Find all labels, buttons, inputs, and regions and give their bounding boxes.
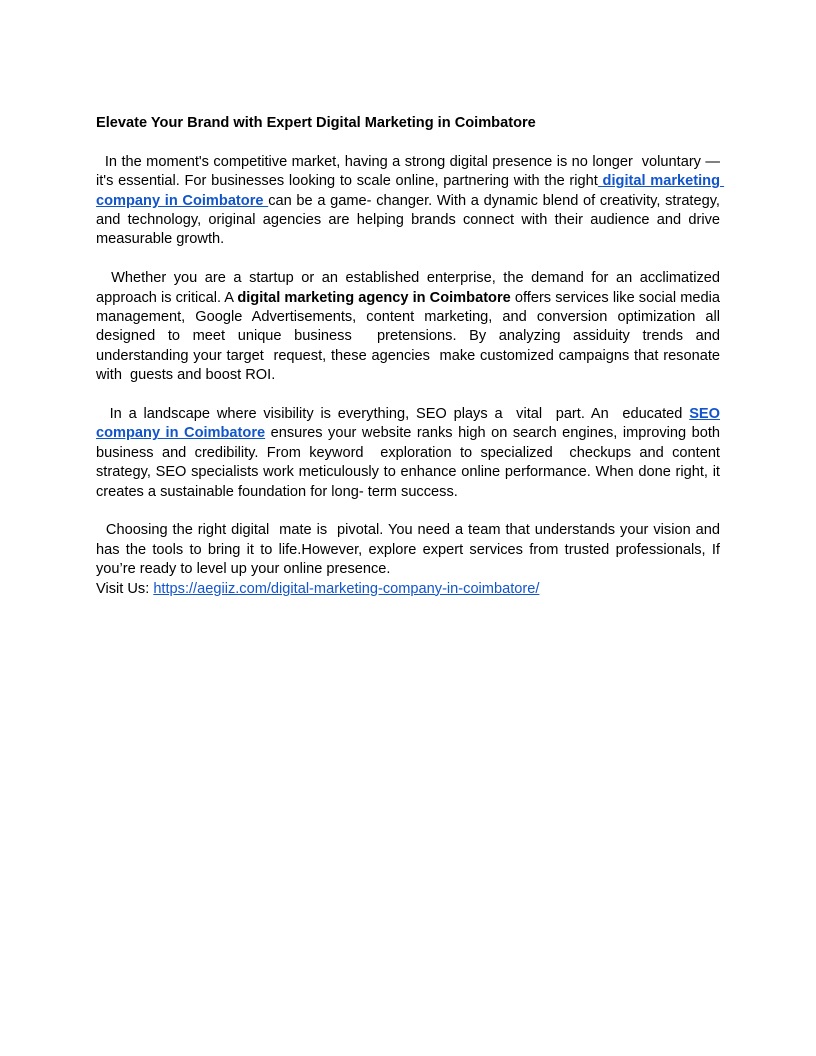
blank-line (96, 133, 720, 152)
paragraph-intro-lead: In the moment's competitive market, having a strong digital presence is no longer voluntary — it's essential. For businesses looking to scale online, partnering with the right (96, 153, 725, 190)
digital-marketing-company-link[interactable]: digital marketing company in Coimbatore (96, 173, 725, 209)
document-page (96, 114, 725, 599)
visit-url-link[interactable]: https://aegiiz.com/digital-marketing-company-in-coimbatore/ (153, 580, 540, 597)
blank-line (96, 250, 720, 269)
paragraph-seo-tail: ensures your website ranks high on search engines, improving both business and credibility. From keyword exploration to specialized checkups and content strategy, SEO specialists work meticulously to enhance online performance. When done right, it creates a sustainable foundation for long- term success. (96, 425, 725, 500)
paragraph-seo (96, 405, 725, 502)
visit-label: Visit Us: (96, 580, 154, 597)
blank-line (96, 386, 720, 405)
paragraph-closing (96, 521, 725, 579)
visit-line (96, 580, 720, 599)
blank-line (96, 502, 720, 521)
paragraph-intro (96, 153, 725, 250)
paragraph-seo-lead: In a landscape where visibility is everything, SEO plays a vital part. An educated (96, 406, 690, 423)
paragraph-agency (96, 269, 725, 385)
paragraph-agency-tail: offers services like social media management, Google Advertisements, content marketing, and conversion optimization all designed to meet unique business pretensions. By analyzing assiduity trends and understanding your target request, these agencies make customized campaigns that resonate with guests and boost ROI. (96, 289, 725, 384)
agency-keyword: digital marketing agency in Coimbatore (237, 289, 511, 306)
paragraph-closing-text: Choosing the right digital mate is pivotal. You need a team that understands your vision and has the tools to bring it to life.However, explore expert services from trusted professionals, If you’re ready to level up your online presence. (96, 522, 725, 578)
paragraph-intro-tail: can be a game- changer. With a dynamic blend of creativity, strategy, and technology, original agencies are helping brands connect with their audience and drive measurable growth. (96, 192, 720, 248)
seo-company-link[interactable]: SEO company in Coimbatore (96, 406, 721, 442)
paragraph-agency-lead: Whether you are a startup or an established enterprise, the demand for an acclimatized approach is critical. A (96, 270, 725, 306)
document-title: Elevate Your Brand with Expert Digital Marketing in Coimbatore (96, 115, 536, 131)
